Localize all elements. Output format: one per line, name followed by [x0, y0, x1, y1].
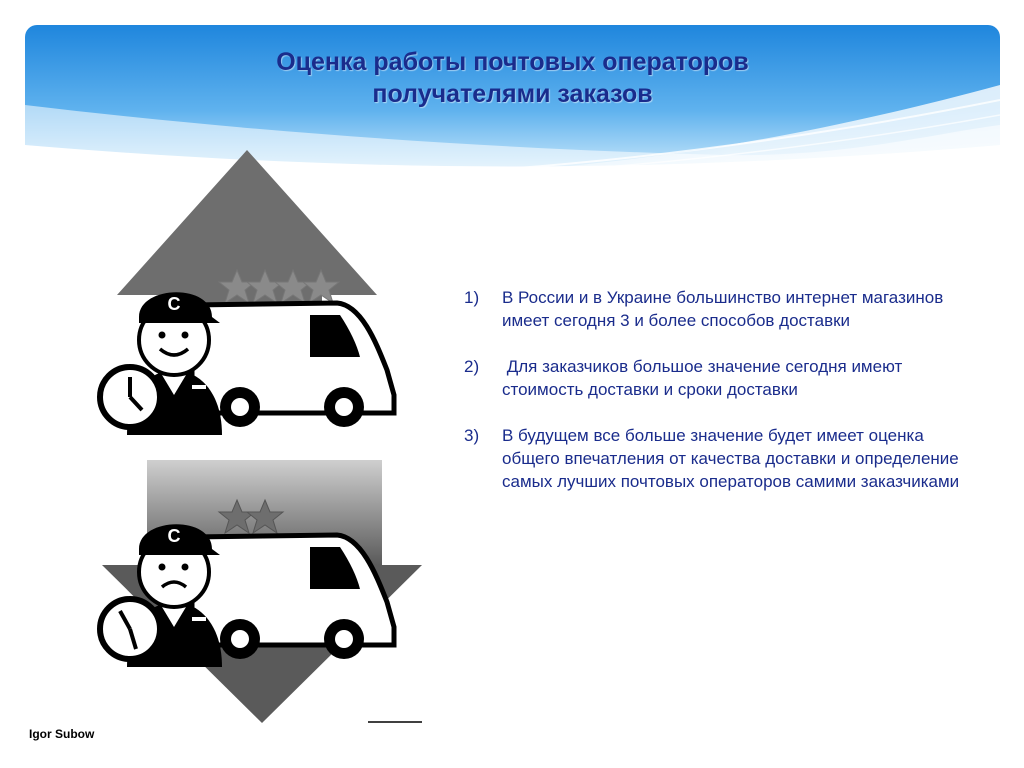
- author-name: Igor Subow: [29, 727, 95, 741]
- list-item: [464, 355, 984, 401]
- list-text: В России и в Украине большинство интернет магазинов имеет сегодня 3 и более способов доставки: [502, 288, 944, 330]
- clock-icon-bottom: [100, 599, 160, 659]
- title-line-2: получателями заказов: [372, 80, 653, 108]
- list-item: [464, 286, 984, 332]
- title-line-1: Оценка работы почтовых операторов: [276, 48, 749, 76]
- cap-letter-top: C: [167, 294, 181, 314]
- list-number: 1): [464, 288, 480, 307]
- list-text: Для заказчиков большое значение сегодня имеют стоимость доставки и сроки доставки: [502, 357, 907, 399]
- list-number: 3): [464, 426, 480, 445]
- cap-letter-bottom: C: [167, 526, 181, 546]
- van-icon-bottom: [192, 535, 394, 659]
- list-item: [464, 424, 984, 493]
- findings-list: [464, 286, 984, 516]
- list-number: 2): [464, 357, 480, 376]
- list-text: В будущем все больше значение будет имеет оценка общего впечатления от качества доставки и определение самых лучших почтовых операторов самими заказчиками: [502, 426, 960, 491]
- van-icon-top: [192, 303, 394, 427]
- clock-icon-top: [100, 367, 160, 427]
- delivery-rating-illustration: [92, 145, 422, 725]
- page-title: [25, 46, 1000, 110]
